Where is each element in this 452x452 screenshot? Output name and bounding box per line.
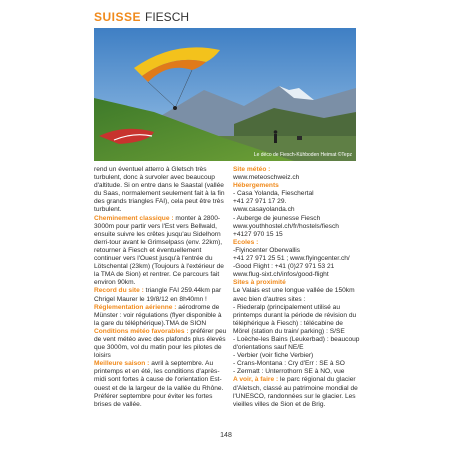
hebergement-link[interactable]: www.youthhostel.ch/fr/hostels/fiesch [233, 222, 339, 230]
paragraph-a-voir: A voir, à faire : le parc régional du glacier d'Aletsch, classé au patrimoine mondial de l'UNESCO, randonnées sur le glacier. Les vieilles villes de Sion et de Brig. [233, 376, 358, 408]
photo-caption: Le déco de Fiesch-Kühboden Heimat ©Tepz [253, 152, 352, 158]
heading-hebergements: Hébergements [233, 182, 279, 190]
site-line: - Crans-Montana : Cry d'Err : SE à SO [233, 360, 345, 368]
hebergement-line: +4127 970 15 15 [233, 230, 283, 238]
heading-saison: Meilleure saison : [94, 360, 150, 368]
site-line: - Riederalp (principalement utilisé au printemps durant la période de révision du téléphérique à Fiesch) : télécabine de Mörel (station du train/ parking) : S/SE [233, 303, 357, 335]
heading-a-voir: A voir, à faire : [233, 376, 279, 384]
meteo-link[interactable]: www.meteoschweiz.ch [233, 174, 300, 182]
hebergement-line: - Auberge de jeunesse Fiesch [233, 214, 321, 222]
intro-paragraph: rend un éventuel atterro à Gletsch très turbulent, donc à survoler avec beaucoup d'altitude. Si on entre dans le Saastal (vallée du Saas, normalement seulement fait à la fin des grands triangles FAI), cela peut être très turbulent. [94, 166, 225, 214]
heading-ecoles: Ecoles : [233, 238, 259, 246]
site-line: - Verbier (voir fiche Verbier) [233, 352, 314, 360]
site-line: - Zermatt : Unterrothorn SE à NO, vue [233, 368, 345, 376]
ecole-link[interactable]: www.flug-sixt.ch/infos/good-flight [233, 271, 329, 279]
right-column [233, 166, 361, 409]
paragliding-photo [94, 28, 356, 161]
paragraph-reglementation: Réglementation aérienne : aérodrome de Münster : voir régulations (flyer disponible à la gare du téléphérique).TMA de SION [94, 303, 222, 327]
heading-meteo: Site météo : [233, 166, 271, 173]
heading-cheminement: Cheminement classique : [94, 214, 174, 222]
hebergement-link[interactable]: www.casayolanda.ch [233, 206, 295, 214]
site-line: - Loèche-les Bains (Leukerbad) : beaucoup d'orientations sauf NE/E [233, 335, 360, 352]
left-column [94, 166, 227, 409]
paragraph-conditions: Conditions météo favorables : préférer peu de vent météo avec des plafonds plus élevés que 3000m, vol du matin pour les pilotes de loisirs [94, 327, 227, 360]
hebergement-line: - Casa Yolanda, Fieschertal [233, 190, 314, 198]
site-line: Le Valais est une longue vallée de 150km avec bien d'autres sites : [233, 287, 355, 303]
heading-conditions: Conditions météo favorables : [94, 327, 189, 335]
hebergement-line: +41 27 971 17 29. [233, 198, 287, 206]
header-country: SUISSE [94, 10, 142, 24]
heading-reglementation: Réglementation aérienne : [94, 303, 177, 311]
header-place: FIESCH [145, 10, 190, 24]
page-number: 148 [220, 432, 232, 439]
page-header [94, 10, 189, 24]
ecole-line: +41 27 971 25 51 ; www.flyingcenter.ch/ [233, 255, 350, 263]
photo-illustration [94, 28, 356, 161]
paragraph-cheminement: Cheminement classique : monter à 2800-3000m pour partir vers l'Est vers Bellwald, ensuite suivre les crêtes jusqu'au Sidelhorn derri-tour avant le Grimselpass (env. 22km), retourner à Fiesch et éventuellement continuer vers l'Ouest jusqu'à l'entrée du Lötschental (23km) (Toujours à l'extérieur de la TMA de Sion) et rentrer. Ce parcours fait environ 90km. [94, 214, 224, 287]
ecole-line: -Good Flight : +41 (0)27 971 53 21 [233, 263, 335, 271]
heading-record: Record du site : [94, 287, 144, 295]
paragraph-record: Record du site : triangle FAI 259.44km par Chrigel Maurer le 19/8/12 en 8h40mn ! [94, 287, 222, 303]
heading-sites-proximite: Sites à proximité [233, 279, 286, 287]
ecole-line: -Flyincenter Oberwallis [233, 246, 301, 254]
paragraph-saison: Meilleure saison : avril à septembre. Au printemps et en été, les conditions d'après-midi sont fortes à cause de l'orientation Est-ouest et de la largeur de la vallée du Rhône. Préférer septembre pour éviter les fortes brises de vallée. [94, 360, 224, 408]
